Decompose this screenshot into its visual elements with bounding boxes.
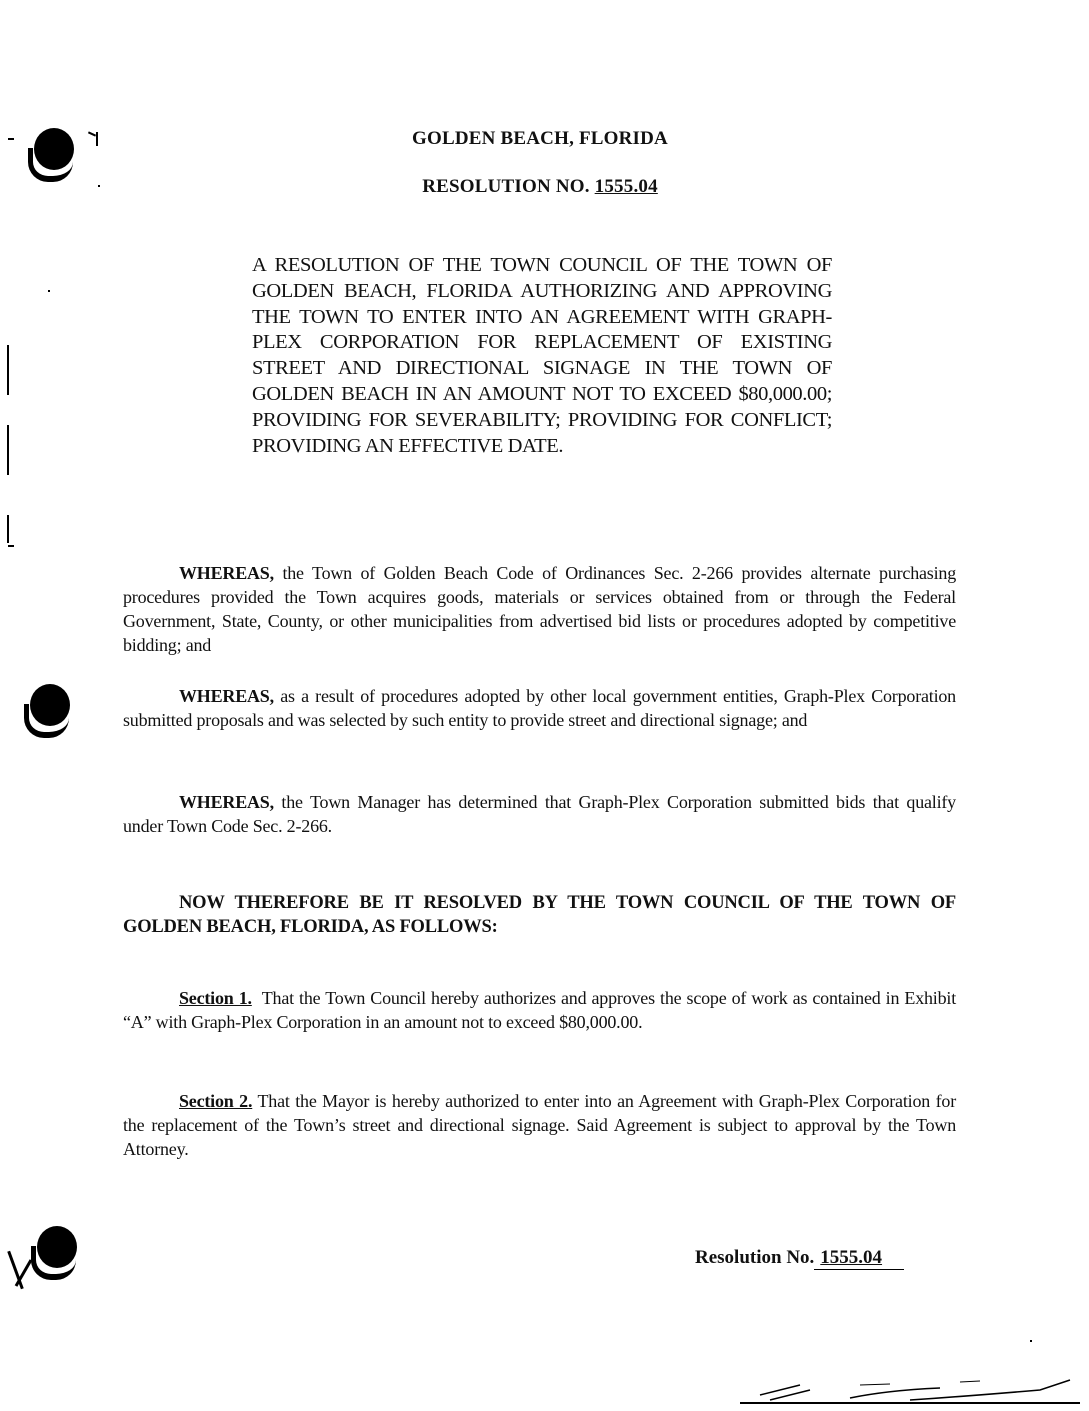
footer-number: 1555.04 (820, 1247, 883, 1268)
whereas-text: as a result of procedures adopted by other local government entities, Graph-Plex Corporation submitted proposals and was selected by such entity to provide street and directional signage; and (123, 686, 956, 730)
resolution-caption: A RESOLUTION OF THE TOWN COUNCIL OF THE TOWN OF GOLDEN BEACH, FLORIDA AUTHORIZING AND APPROVING THE TOWN TO ENTER INTO AN AGREEMENT WITH GRAPH-PLEX CORPORATION FOR REPLACEMENT OF EXISTING STREET AND DIRECTIONAL SIGNAGE IN THE TOWN OF GOLDEN BEACH IN AN AMOUNT NOT TO EXCEED $80,000.00; PROVIDING FOR SEVERABILITY; PROVIDING FOR CONFLICT; PROVIDING AN EFFECTIVE DATE. (252, 254, 832, 457)
section-2 (123, 1089, 956, 1161)
municipality-title: GOLDEN BEACH, FLORIDA (412, 128, 668, 149)
resolution-number-heading (0, 176, 1080, 198)
punch-hole-middle (30, 684, 70, 726)
signature-scribble (740, 1360, 1085, 1408)
whereas-lead: WHEREAS, (179, 792, 274, 812)
whereas-clause-2 (123, 684, 956, 732)
whereas-clause-3 (123, 790, 956, 838)
resolution-label: RESOLUTION NO. (422, 176, 590, 197)
section-label: Section 1. (179, 988, 252, 1008)
resolved-clause (123, 891, 956, 939)
whereas-text: the Town Manager has determined that Graph-Plex Corporation submitted bids that qualify under Town Code Sec. 2-266. (123, 792, 956, 836)
resolution-number: 1555.04 (594, 176, 658, 197)
section-label: Section 2. (179, 1091, 253, 1111)
section-1 (123, 986, 956, 1034)
whereas-text: the Town of Golden Beach Code of Ordinances Sec. 2-266 provides alternate purchasing procedures provided the Town acquires goods, materials or services obtained from or through the Federal Government, State, County, or other municipalities from advertised bid lists or procedures adopted by competitive bidding; and (123, 563, 956, 655)
footer-label: Resolution No. (695, 1247, 815, 1268)
punch-hole-bottom (37, 1226, 77, 1268)
whereas-clause-1 (123, 561, 956, 657)
whereas-lead: WHEREAS, (179, 686, 274, 706)
resolved-clause-text: NOW THEREFORE BE IT RESOLVED BY THE TOWN COUNCIL OF THE TOWN OF GOLDEN BEACH, FLORIDA, AS FOLLOWS: (123, 893, 956, 937)
section-text: That the Town Council hereby authorizes and approves the scope of work as contained in Exhibit “A” with Graph-Plex Corporation in an amount not to exceed $80,000.00. (123, 988, 956, 1032)
signature-line (740, 1402, 1080, 1404)
whereas-lead: WHEREAS, (179, 563, 274, 583)
footer-resolution-number (695, 1247, 904, 1270)
section-text: That the Mayor is hereby authorized to enter into an Agreement with Graph-Plex Corporation for the replacement of the Town’s street and directional signage. Said Agreement is subject to approval by the Town Attorney. (123, 1091, 956, 1159)
